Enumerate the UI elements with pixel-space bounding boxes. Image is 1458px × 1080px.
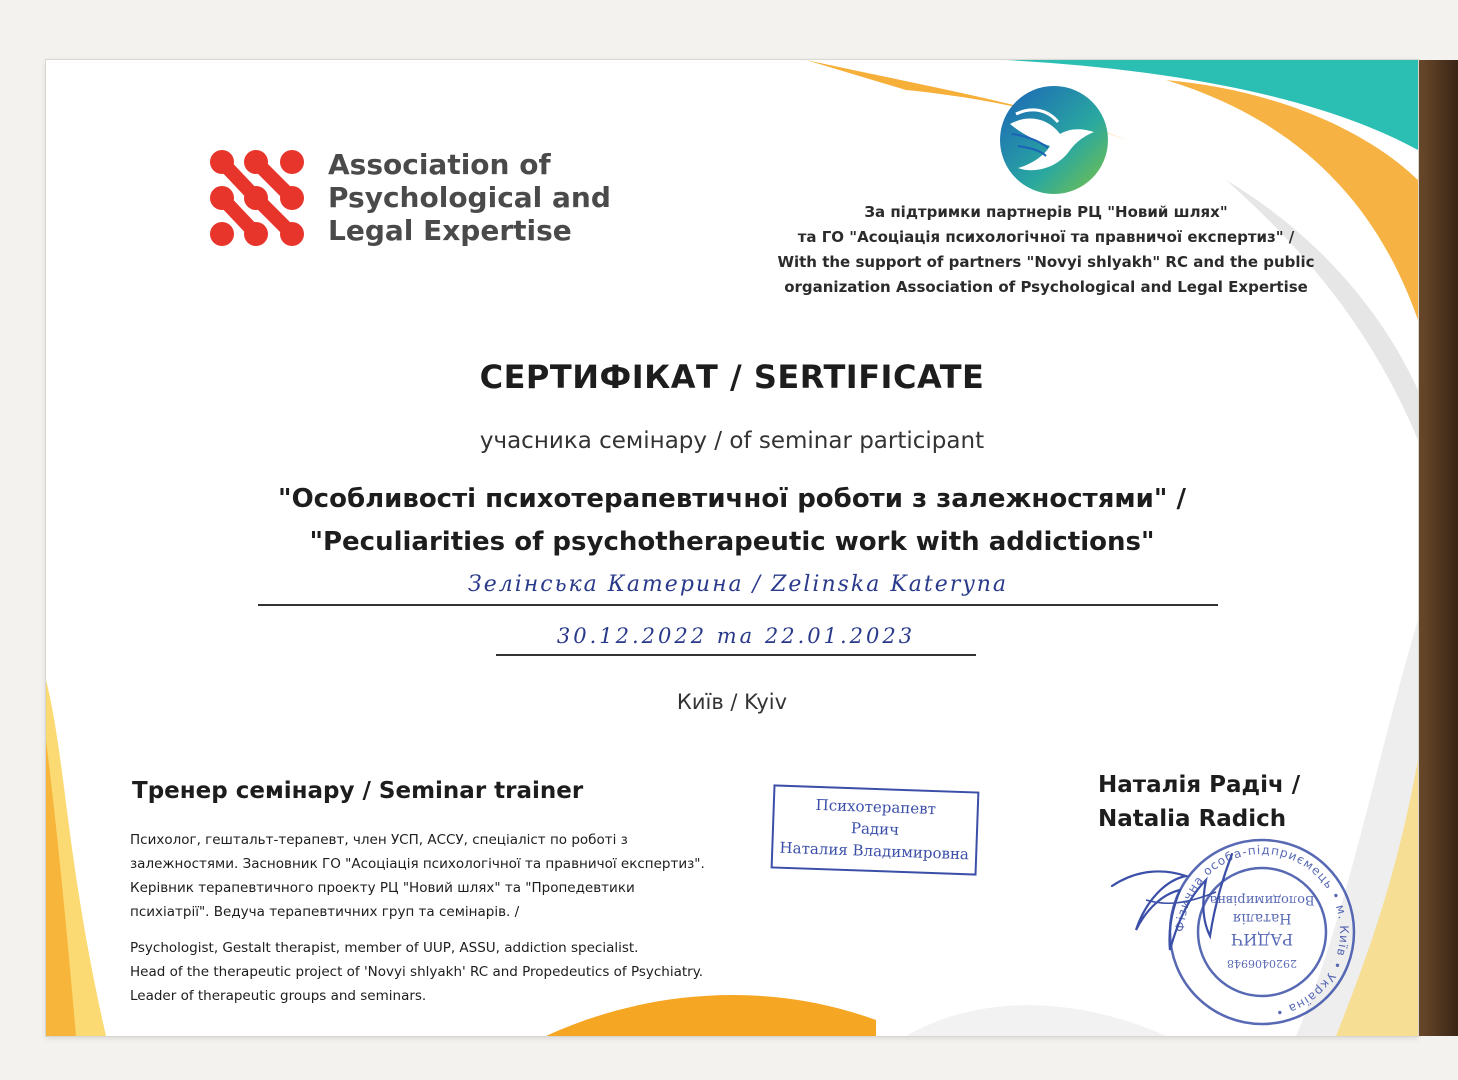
support-line: та ГО "Асоціація психологічної та правничої експертиз" / — [797, 228, 1295, 246]
certificate-title: СЕРТИФІКАТ / SERTIFICATE — [479, 358, 985, 396]
svg-text:2920406948: 2920406948 — [1227, 957, 1297, 970]
stamp-line: Радич — [850, 819, 900, 839]
city: Київ / Kyiv — [676, 690, 788, 714]
table-edge — [1418, 60, 1458, 1036]
association-name-line: Psychological and — [328, 181, 611, 214]
trainer-bio — [130, 828, 770, 1008]
seminar-title-ua: "Особливості психотерапевтичної роботи з залежностями" / — [278, 484, 1186, 514]
support-line: With the support of partners "Novyi shlyakh" RC and the public — [777, 253, 1315, 271]
signer-name-line: Наталія Радіч / — [1098, 772, 1301, 798]
handwritten-signature — [1106, 840, 1236, 960]
certificate-sheet — [46, 60, 1418, 1036]
association-name — [328, 148, 611, 247]
stamp-line: Наталия Владимировна — [779, 838, 970, 864]
signer-name-line: Natalia Radich — [1098, 806, 1287, 832]
signer-name — [1098, 768, 1300, 836]
seminar-dates: 30.12.2022 та 22.01.2023 — [556, 624, 916, 648]
support-line: За підтримки партнерів РЦ "Новий шлях" — [864, 203, 1228, 221]
bio-line: Психолог, гештальт-терапевт, член УСП, АССУ, спеціаліст по роботі з — [130, 832, 628, 848]
bio-line: Leader of therapeutic groups and seminars. — [130, 988, 427, 1004]
bio-line: психіатрії". Ведуча терапевтичних груп та семінарів. / — [130, 904, 520, 920]
bio-gap — [130, 924, 770, 936]
svg-text:РАДИЧ: РАДИЧ — [1230, 930, 1294, 949]
dove-icon — [998, 84, 1110, 196]
association-logo-icon — [208, 148, 308, 248]
bio-line: залежностями. Засновник ГО "Асоціація психологічної та правничої експертиз". — [130, 856, 705, 872]
stamp-line: Психотерапевт — [815, 795, 937, 819]
bio-line: Psychologist, Gestalt therapist, member of UUP, ASSU, addiction specialist. — [130, 940, 639, 956]
svg-text:Фізична особа-підприємець • м.: Фізична особа-підприємець • м. Київ • Україна • — [1172, 842, 1352, 1020]
association-name-line: Association of — [328, 148, 551, 181]
trainer-heading: Тренер семінару / Seminar trainer — [132, 778, 584, 804]
support-line: organization Association of Psychological and Legal Expertise — [784, 278, 1308, 296]
rectangular-stamp — [771, 784, 980, 875]
svg-text:Володимирівна: Володимирівна — [1209, 892, 1315, 907]
seminar-dates-line — [496, 654, 976, 656]
seminar-title — [46, 478, 1418, 564]
bio-line: Керівник терапевтичного проекту РЦ "Новий шлях" та "Пропедевтики — [130, 880, 635, 896]
participant-name: Зелінська Катерина / Zelinska Kateryna — [467, 572, 1008, 597]
bio-line: Head of the therapeutic project of 'Novyi shlyakh' RC and Propedeutics of Psychiatry. — [130, 964, 704, 980]
association-name-line: Legal Expertise — [328, 214, 572, 247]
certificate-subtitle: учасника семінару / of seminar participant — [479, 428, 985, 454]
partner-support-text — [766, 200, 1326, 300]
seminar-title-en: "Peculiarities of psychotherapeutic work with addictions" — [309, 527, 1155, 557]
svg-text:Наталія: Наталія — [1232, 910, 1292, 926]
participant-name-line — [258, 604, 1218, 606]
